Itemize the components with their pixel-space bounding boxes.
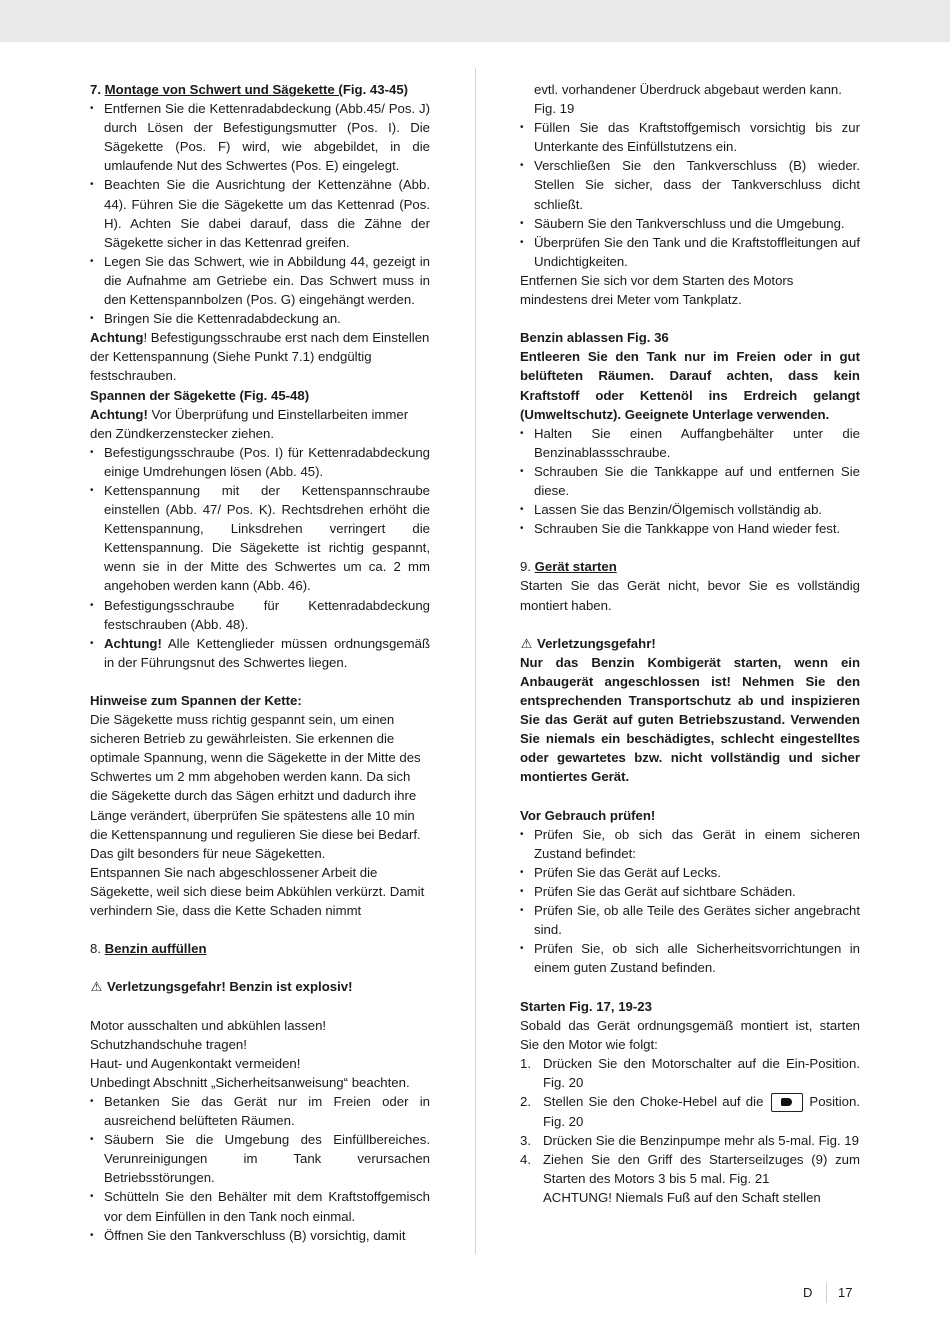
ablassen-list [520,424,860,539]
pruefen-heading: Vor Gebrauch prüfen! [520,807,656,823]
starten-text: Sobald das Gerät ordnungsgemäß montiert ist, starten Sie den Motor wie folgt: [520,1017,860,1052]
step-item: 3. Drücken Sie die Benzinpumpe mehr als 5-mal. Fig. 19 [520,1133,859,1149]
language-code: D [803,1285,813,1300]
warning-triangle-icon: ⚠ [90,979,103,995]
list-item: • Füllen Sie das Kraftstoffgemisch vorsichtig bis zur Unterkante des Einfüllstutzens ein. [520,118,860,156]
choke-position-icon [771,1093,803,1112]
starten-steps [520,1054,860,1208]
list-item: • Halten Sie einen Auffangbehälter unter die Benzinablassschraube. [520,424,860,462]
page-top-band [0,0,950,42]
section-9-text: Starten Sie das Gerät nicht, bevor Sie es vollständig montiert haben. [520,578,860,613]
left-column [90,80,430,1245]
list-item: • Prüfen Sie das Gerät auf sichtbare Schäden. [520,882,860,901]
ablassen-warning: Entleeren Sie den Tank nur im Freien oder in gut belüfteten Räumen. Darauf achten, dass kein Kraftstoff oder Kettenöl ins Erdreich gelangt (Umweltschutz). Geeignete Unterlage verwenden. [520,349,860,422]
step-item: 1. Drücken Sie den Motorschalter auf die Ein-Position. Fig. 20 [520,1055,860,1090]
step-item: 4. Ziehen Sie den Griff des Starterseilzuges (9) zum Starten des Motors 3 bis 5 mal. Fig. 21 ACHTUNG! Niemals Fuß auf den Schaft stellen [520,1152,860,1206]
section-8-list [90,1092,430,1245]
warning-triangle-icon: ⚠ [520,635,533,651]
footer-divider [826,1283,827,1303]
section-9-heading: 9. Gerät starten [520,559,617,575]
list-item: • Schrauben Sie die Tankkappe von Hand wieder fest. [520,519,860,538]
step-item: 2. Stellen Sie den Choke-Hebel auf die Position. Fig. 20 [520,1093,860,1129]
list-item: • Schrauben Sie die Tankkappe auf und entfernen Sie diese. [520,462,860,500]
list-item: • Beachten Sie die Ausrichtung der Kettenzähne (Abb. 44). Führen Sie die Sägekette um das Kettenrad (Pos. H). Achten Sie dabei darauf, dass die Zähne der Sägekette sicher in das Kettenrad greifen. [90,175,430,251]
safety-line: Haut- und Augenkontakt vermeiden! [90,1055,301,1071]
list-item: • Öffnen Sie den Tankverschluss (B) vorsichtig, damit [90,1226,430,1245]
achtung-note-1: Achtung! Befestigungsschraube erst nach dem Einstellen der Kettenspannung (Siehe Punkt 7.1) endgültig festschrauben. [90,330,430,384]
list-item: • Überprüfen Sie den Tank und die Kraftstoffleitungen auf Undichtigkeiten. [520,233,860,271]
section-7-list [90,99,430,328]
list-item: • Legen Sie das Schwert, wie in Abbildung 44, gezeigt in die Aufnahme am Getriebe ein. Das Schwert muss in den Kettenspannbolzen (Pos. G) eingehängt werden. [90,252,430,309]
section-8-warning: ⚠ Verletzungsgefahr! Benzin ist explosiv! [90,977,430,996]
list-item: • Säubern Sie die Umgebung des Einfüllbereiches. Verunreinigungen im Tank verursachen Betriebsstörungen. [90,1130,430,1187]
list-item: • Befestigungsschraube (Pos. I) für Kettenradabdeckung einige Umdrehungen lösen (Abb. 45). [90,443,430,481]
safety-line: Schutzhandschuhe tragen! [90,1036,247,1052]
ablassen-heading: Benzin ablassen Fig. 36 [520,330,669,346]
hinweise-paragraph-2: Entspannen Sie nach abgeschlossener Arbeit die Sägekette, weil sich diese beim Abkühlen verkürzt. Damit verhindern Sie, dass die Kette Schaden nimmt [90,864,425,919]
list-item: • Lassen Sie das Benzin/Ölgemisch vollständig ab. [520,500,860,519]
section-7-heading: 7. Montage von Schwert und Sägekette (Fig. 43-45) [90,82,409,97]
list-item: • Prüfen Sie das Gerät auf Lecks. [520,863,860,882]
page-number: 17 [838,1285,853,1300]
section-8-heading: 8. Benzin auffüllen [90,941,207,957]
list-item: • Verschließen Sie den Tankverschluss (B) wieder. Stellen Sie sicher, dass der Tankverschluss dicht schließt. [520,156,860,213]
list-item: • Prüfen Sie, ob sich das Gerät in einem sicheren Zustand befindet: [520,825,860,863]
list-item: • Säubern Sie den Tankverschluss und die Umgebung. [520,214,860,233]
hinweise-paragraph-1: Die Sägekette muss richtig gespannt sein, um einen sicheren Betrieb zu gewährleisten. Sie erkennen die optimale Spannung, wenn die Sägekette in der Mitte des Schwertes um 2 mm abgehoben werden kann. Da sich die Sägekette durch das Sägen erhitzt und dadurch ihre Länge verändert, überprüfen Sie spätestens alle 10 min die Kettenspannung und regulieren Sie diese bei Bedarf. Das gilt besonders für neue Sägeketten. [90,712,421,861]
list-item: • Befestigungsschraube für Kettenradabdeckung festschrauben (Abb. 48). [90,596,430,634]
column-divider [475,68,476,1254]
section-9-warning: ⚠ Verletzungsgefahr! [520,634,860,653]
list-item: • Prüfen Sie, ob alle Teile des Gerätes sicher angebracht sind. [520,901,860,939]
spannen-list [90,443,430,672]
list-item-achtung: • Achtung! Alle Kettenglieder müssen ordnungsgemäß in der Führungsnut des Schwertes liegen. [90,634,430,672]
pruefen-list [520,825,860,978]
section-9-warning-text: Nur das Benzin Kombigerät starten, wenn ein Anbaugerät angeschlossen ist! Nehmen Sie den entsprechenden Transportschutz ab und inspizieren Sie das Gerät auf guten Betriebszustand. Verwenden Sie niemals ein beschädigtes, schlecht eingestelltes oder gewartetes bzw. nicht vollständig und sicher montiertes Gerät. [520,654,860,785]
list-item: • Bringen Sie die Kettenradabdeckung an. [90,309,430,328]
continued-text: evtl. vorhandener Überdruck abgebaut werden kann. Fig. 19 [534,82,842,117]
list-item: • Betanken Sie das Gerät nur im Freien oder in ausreichend belüfteten Räumen. [90,1092,430,1130]
starten-heading: Starten Fig. 17, 19-23 [520,998,652,1014]
list-item: • Entfernen Sie die Kettenradabdeckung (Abb.45/ Pos. J) durch Lösen der Befestigungsmutter (Pos. I). Die Sägekette (Pos. F) wird, wie abgebildet, in die umlaufende Nut des Schwertes (Pos. E) eingelegt. [90,99,430,175]
distance-note: Entfernen Sie sich vor dem Starten des Motors mindestens drei Meter vom Tankplatz. [520,272,794,308]
list-item: • Prüfen Sie, ob sich alle Sicherheitsvorrichtungen in einem guten Zustand befinden. [520,939,860,977]
right-column [520,80,860,1207]
list-item: • Kettenspannung mit der Kettenspannschraube einstellen (Abb. 47/ Pos. K). Rechtsdrehen erhöht die Kettenspannung, Linksdrehen verringert die Kettenspannung. Die Sägekette ist richtig gespannt, wenn sie in der Mitte des Schwertes um ca. 2 mm angehoben werden kann (Abb. 46). [90,481,430,596]
achtung-note-2: Achtung! Vor Überprüfung und Einstellarbeiten immer den Zündkerzenstecker ziehen. [90,406,409,441]
safety-line: Unbedingt Abschnitt „Sicherheitsanweisung“ beachten. [90,1074,410,1090]
list-item: • Schütteln Sie den Behälter mit dem Kraftstoffgemisch vor dem Einfüllen in den Tank noch einmal. [90,1187,430,1225]
fuel-fill-list [520,118,860,271]
hinweise-heading: Hinweise zum Spannen der Kette: [90,693,302,708]
spannen-heading: Spannen der Sägekette (Fig. 45-48) [90,387,310,403]
safety-line: Motor ausschalten und abkühlen lassen! [90,1017,327,1033]
